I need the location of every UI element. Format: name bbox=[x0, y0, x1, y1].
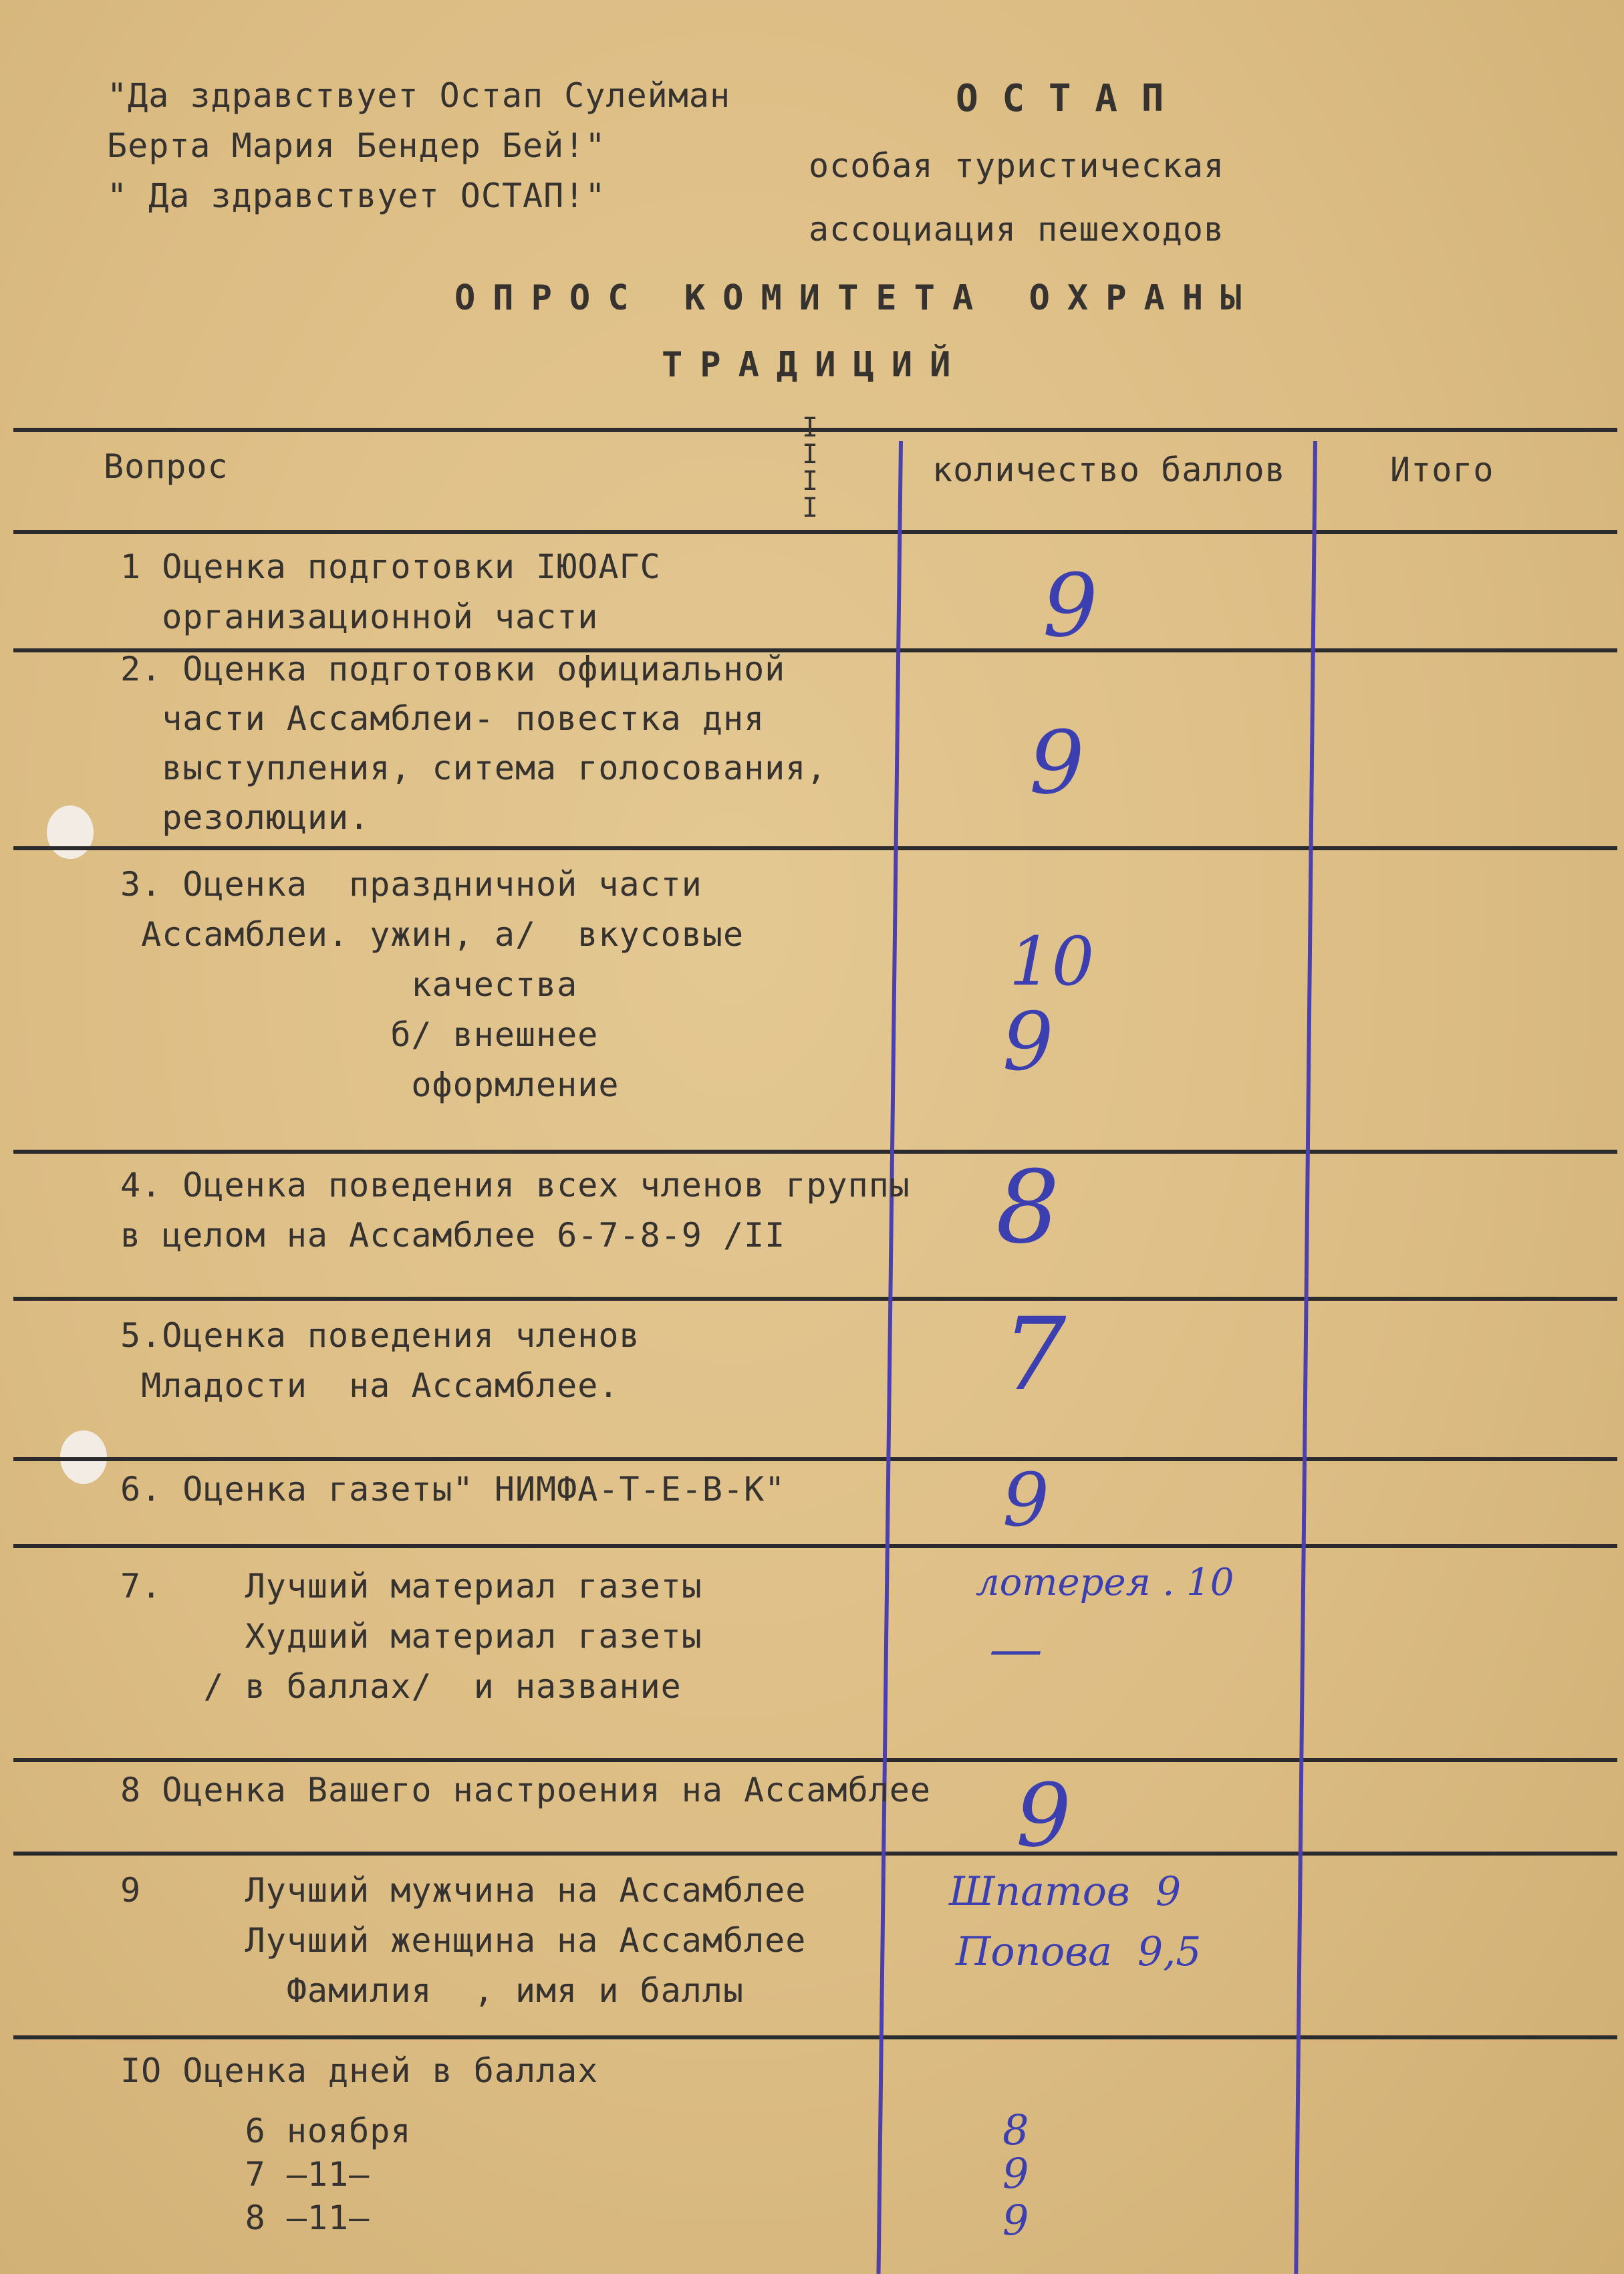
question-text-line: IO Оценка дней в баллах bbox=[120, 2051, 599, 2090]
question-text-line: 7 —11— bbox=[120, 2155, 370, 2194]
question-text-line: 3. Оценка праздничной части bbox=[120, 865, 702, 904]
question-text-line: части Ассамблеи- повестка дня bbox=[120, 699, 765, 738]
handwritten-score: 9 bbox=[1002, 996, 1054, 1089]
row-divider bbox=[13, 1457, 1617, 1461]
question-text-line: 9 Лучший мужчина на Ассамблее bbox=[120, 1871, 807, 1910]
question-text-line: Лучший женщина на Ассамблее bbox=[120, 1921, 807, 1960]
handwritten-answer: Шпатов 9 bbox=[949, 1868, 1182, 1915]
question-text-line: Ассамблеи. ужин, а/ вкусовые bbox=[120, 915, 745, 954]
slogan-line: "Да здравствует Остап Сулейман bbox=[107, 76, 731, 115]
row-divider bbox=[13, 1852, 1617, 1856]
question-text-line: 6. Оценка газеты" НИМФА-Т-Е-В-К" bbox=[120, 1470, 786, 1509]
slogan-line: " Да здравствует ОСТАП!" bbox=[107, 176, 606, 215]
question-text-line: 7. Лучший материал газеты bbox=[120, 1567, 702, 1606]
handwritten-score: 10 bbox=[1009, 922, 1095, 1001]
org-full-line: ассоциация пешеходов bbox=[809, 210, 1225, 249]
slogan-line: Берта Мария Бендер Бей!" bbox=[107, 126, 606, 165]
question-text-line: Младости на Ассамблее. bbox=[120, 1366, 620, 1405]
column-header-points: количество баллов bbox=[932, 451, 1286, 489]
row-divider bbox=[13, 1544, 1617, 1548]
handwritten-score: 7 bbox=[1002, 1297, 1067, 1413]
question-text-line: / в баллах/ и название bbox=[120, 1667, 682, 1706]
column-divider-hand bbox=[1294, 441, 1317, 2274]
question-text-line: резолюции. bbox=[120, 798, 370, 837]
row-divider bbox=[13, 1150, 1617, 1154]
row-divider bbox=[13, 1297, 1617, 1301]
handwritten-answer: лотерея . 10 bbox=[976, 1561, 1234, 1604]
handwritten-score: 9 bbox=[1002, 1457, 1049, 1543]
question-text-line: оформление bbox=[120, 1065, 620, 1104]
question-text-line: качества bbox=[120, 965, 578, 1004]
org-name: О С Т А П bbox=[956, 77, 1165, 120]
question-text-line: Фамилия , имя и баллы bbox=[120, 1971, 745, 2010]
question-text-line: б/ внешнее bbox=[120, 1015, 599, 1054]
question-text-line: 5.Оценка поведения членов bbox=[120, 1316, 640, 1355]
org-full-line: особая туристическая bbox=[809, 146, 1225, 185]
handwritten-answer: Попова 9,5 bbox=[956, 1928, 1202, 1975]
punch-hole bbox=[47, 805, 94, 859]
handwritten-score: 9 bbox=[1043, 555, 1098, 656]
handwritten-score: 9 bbox=[1002, 2149, 1029, 2198]
question-text-line: выступления, ситема голосования, bbox=[120, 749, 827, 787]
document-title-cont: ТРАДИЦИЙ bbox=[662, 345, 968, 385]
handwritten-dash: — bbox=[989, 1618, 1043, 1680]
handwritten-score: 9 bbox=[1016, 1765, 1071, 1866]
column-marker: Ι Ι Ι Ι bbox=[802, 412, 819, 523]
handwritten-score: 8 bbox=[996, 1150, 1060, 1266]
row-divider bbox=[13, 846, 1617, 850]
question-text-line: 8 —11— bbox=[120, 2198, 370, 2237]
handwritten-score: 9 bbox=[1002, 2196, 1029, 2245]
handwritten-score: 9 bbox=[1029, 712, 1085, 813]
question-text-line: 8 Оценка Вашего настроения на Ассамблее bbox=[120, 1771, 931, 1809]
question-text-line: Худший материал газеты bbox=[120, 1617, 702, 1656]
question-text-line: в целом на Ассамблее 6-7-8-9 /II bbox=[120, 1216, 786, 1255]
row-divider bbox=[13, 2035, 1617, 2039]
question-text-line: 4. Оценка поведения всех членов группы bbox=[120, 1166, 910, 1205]
handwritten-score: 8 bbox=[1002, 2106, 1029, 2154]
column-header-total: Итого bbox=[1390, 451, 1494, 489]
document-title: ОПРОС КОМИТЕТА ОХРАНЫ bbox=[454, 278, 1259, 318]
column-header-question: Вопрос bbox=[104, 447, 229, 486]
question-text-line: организационной части bbox=[120, 598, 599, 636]
question-text-line: 6 ноября bbox=[120, 2112, 412, 2150]
row-divider bbox=[13, 530, 1617, 534]
row-divider bbox=[13, 1758, 1617, 1762]
question-text-line: 1 Оценка подготовки IЮОАГС bbox=[120, 547, 661, 586]
question-text-line: 2. Оценка подготовки официальной bbox=[120, 650, 786, 688]
column-divider-hand bbox=[877, 441, 903, 2274]
